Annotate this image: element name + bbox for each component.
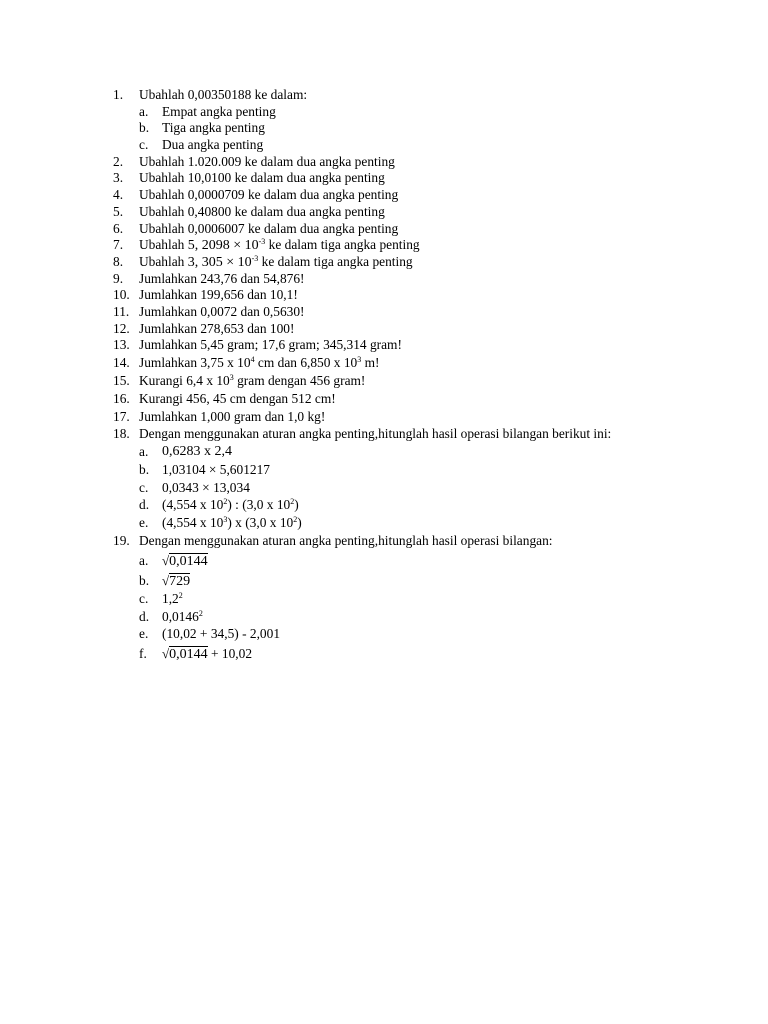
item-text: Jumlahkan 0,0072 dan 0,5630!	[139, 303, 305, 319]
text-segment: Jumlahkan 3,75 x 10	[139, 355, 251, 371]
item-number: 13.	[113, 337, 130, 353]
exponent: 2	[223, 497, 228, 507]
text-segment: (4,554 x 10	[162, 497, 224, 513]
question-1-option-c	[113, 137, 713, 154]
math-expression: 5, 2098 × 10	[187, 238, 259, 254]
question-5	[113, 204, 713, 221]
option-letter: b.	[139, 572, 150, 588]
item-number: 6.	[113, 220, 124, 236]
question-3	[113, 170, 713, 187]
exponent: 3	[229, 372, 234, 382]
item-text	[139, 355, 379, 372]
exponent: 4	[250, 355, 255, 365]
item-number: 18.	[113, 426, 130, 442]
item-text: Jumlahkan 243,76 dan 54,876!	[139, 270, 305, 286]
option-letter: c.	[139, 590, 149, 606]
exercise-list	[113, 87, 713, 664]
text-segment: ) : (3,0 x 10	[227, 497, 291, 513]
item-number: 7.	[113, 237, 124, 253]
option-letter: d.	[139, 497, 150, 513]
question-19-option-d	[113, 609, 713, 627]
question-18-option-b	[113, 462, 713, 480]
exponent: 2	[178, 590, 183, 600]
square-root	[162, 573, 190, 591]
item-number: 8.	[113, 253, 124, 269]
option-letter: e.	[139, 515, 149, 531]
item-text: Ubahlah 0,40800 ke dalam dua angka penting	[139, 203, 385, 219]
exponent: -3	[258, 237, 266, 247]
radical-sign: √	[162, 552, 170, 568]
option-text: Dua angka penting	[162, 137, 264, 153]
option-text: Empat angka penting	[162, 103, 276, 119]
question-1-option-b	[113, 120, 713, 137]
item-text: Kurangi 456, 45 cm dengan 512 cm!	[139, 390, 336, 406]
question-19	[113, 533, 713, 551]
item-text: Jumlahkan 1,000 gram dan 1,0 kg!	[139, 408, 326, 424]
text-segment: m!	[361, 355, 380, 371]
item-text: Ubahlah 0,0000709 ke dalam dua angka penting	[139, 187, 399, 203]
item-text	[139, 237, 420, 255]
radicand: 729	[169, 573, 191, 589]
item-text: Ubahlah 0,00350188 ke dalam:	[139, 87, 308, 102]
exponent: 2	[293, 515, 298, 525]
item-number: 9.	[113, 270, 124, 286]
item-text	[139, 254, 413, 272]
text-segment: 0,0146	[162, 608, 199, 624]
question-7	[113, 237, 713, 254]
question-18-option-e	[113, 515, 713, 533]
option-text	[162, 553, 208, 571]
item-number: 4.	[113, 187, 124, 203]
exponent: 2	[290, 497, 295, 507]
text-segment: )	[294, 497, 299, 513]
text-segment: (4,554 x 10	[162, 515, 224, 531]
question-1-option-a	[113, 104, 713, 121]
radicand: 0,0144	[169, 553, 208, 569]
text-segment: 1,2	[162, 590, 179, 606]
option-letter: a.	[139, 103, 149, 119]
question-19-option-a	[113, 551, 713, 571]
item-number: 2.	[113, 153, 124, 169]
radical-sign: √	[162, 572, 170, 588]
text-segment: Ubahlah	[139, 253, 188, 269]
option-text	[162, 646, 252, 664]
option-letter: f.	[139, 646, 147, 662]
radical-sign: √	[162, 646, 170, 662]
question-6	[113, 221, 713, 238]
text-segment: ) x (3,0 x 10	[227, 515, 294, 531]
question-18-option-c	[113, 480, 713, 498]
item-text: Dengan menggunakan aturan angka penting,hitunglah hasil operasi bilangan:	[139, 533, 553, 549]
question-1	[113, 87, 713, 104]
question-17	[113, 409, 713, 427]
option-text: (10,02 + 34,5) - 2,001	[162, 626, 281, 642]
item-number: 11.	[113, 303, 130, 319]
text-segment: + 10,02	[207, 646, 253, 662]
item-number: 17.	[113, 408, 130, 424]
item-number: 12.	[113, 320, 130, 336]
option-text	[162, 573, 190, 591]
option-letter: e.	[139, 626, 149, 642]
square-root	[162, 646, 208, 664]
text-segment: ke dalam tiga angka penting	[265, 237, 420, 253]
question-11	[113, 304, 713, 321]
text-segment: Ubahlah	[139, 237, 188, 253]
item-text: Jumlahkan 278,653 dan 100!	[139, 320, 295, 336]
question-18-option-a	[113, 444, 713, 462]
question-9	[113, 271, 713, 288]
option-text	[162, 497, 299, 514]
question-19-option-e	[113, 626, 713, 644]
option-letter: d.	[139, 608, 150, 624]
question-16	[113, 391, 713, 409]
question-19-option-b	[113, 571, 713, 591]
option-letter: a.	[139, 552, 149, 568]
option-text: 1,03104 × 5,601217	[162, 461, 270, 477]
exponent: 2	[198, 608, 203, 618]
item-number: 19.	[113, 533, 130, 549]
item-text: Ubahlah 10,0100 ke dalam dua angka penting	[139, 170, 385, 186]
radicand: 0,0144	[169, 647, 208, 663]
item-number: 10.	[113, 287, 130, 303]
option-letter: a.	[139, 444, 149, 460]
text-segment: cm dan 6,850 x 10	[254, 355, 358, 371]
exponent: -3	[251, 253, 259, 263]
question-12	[113, 321, 713, 338]
question-13	[113, 337, 713, 355]
item-number: 1.	[113, 87, 124, 102]
text-segment: Kurangi 6,4 x 10	[139, 372, 230, 388]
exponent: 3	[357, 355, 362, 365]
question-18	[113, 426, 713, 444]
question-15	[113, 373, 713, 391]
option-letter: b.	[139, 120, 150, 136]
text-segment: ke dalam tiga angka penting	[258, 253, 413, 269]
option-text: 0,0343 × 13,034	[162, 479, 250, 495]
option-letter: b.	[139, 461, 150, 477]
question-8	[113, 254, 713, 271]
question-2	[113, 154, 713, 171]
option-text: Tiga angka penting	[162, 120, 265, 136]
item-text: Ubahlah 1.020.009 ke dalam dua angka penting	[139, 153, 395, 169]
item-text: Dengan menggunakan aturan angka penting,hitunglah hasil operasi bilangan berikut ini:	[139, 426, 612, 442]
item-number: 16.	[113, 390, 130, 406]
text-segment: )	[297, 515, 302, 531]
text-segment: gram dengan 456 gram!	[233, 372, 366, 388]
question-19-option-c	[113, 591, 713, 609]
option-letter: c.	[139, 137, 149, 153]
math-expression: 3, 305 × 10	[187, 254, 252, 270]
item-number: 3.	[113, 170, 124, 186]
question-19-option-f	[113, 644, 713, 664]
option-text	[162, 515, 302, 532]
option-text	[162, 591, 183, 608]
item-number: 14.	[113, 355, 130, 371]
item-number: 15.	[113, 372, 130, 388]
question-4	[113, 187, 713, 204]
question-14	[113, 355, 713, 373]
item-text: Ubahlah 0,0006007 ke dalam dua angka penting	[139, 220, 399, 236]
exponent: 3	[223, 515, 228, 525]
option-letter: c.	[139, 479, 149, 495]
square-root	[162, 553, 208, 571]
option-text	[162, 609, 203, 626]
item-number: 5.	[113, 203, 124, 219]
item-text	[139, 373, 365, 390]
question-10	[113, 287, 713, 304]
question-18-option-d	[113, 497, 713, 515]
item-text: Jumlahkan 199,656 dan 10,1!	[139, 287, 298, 303]
option-text: 0,6283 x 2,4	[162, 444, 232, 460]
item-text: Jumlahkan 5,45 gram; 17,6 gram; 345,314 gram!	[139, 337, 402, 353]
